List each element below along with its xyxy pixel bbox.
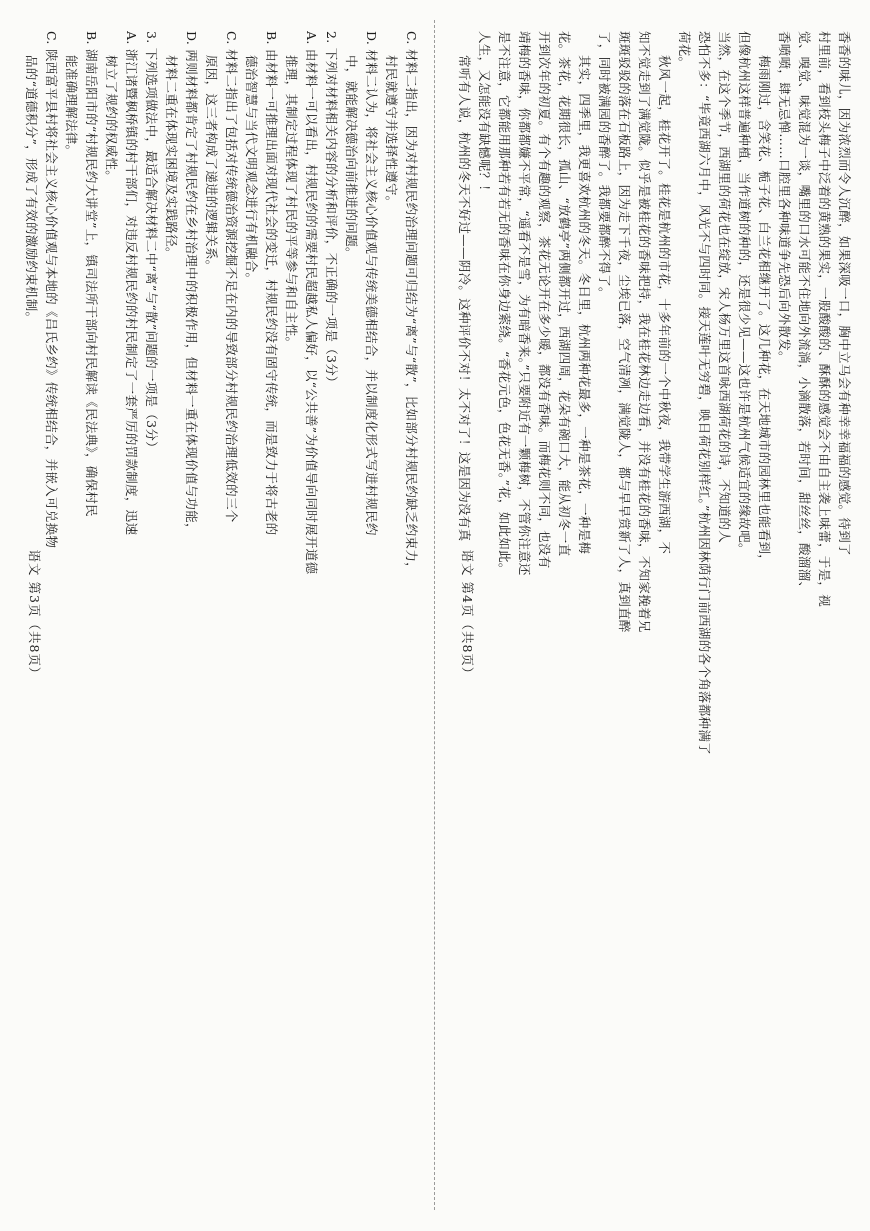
text-line: 德治智慧与当代文明观念进行有机融合。 (244, 55, 259, 286)
text-line: 是不注意，它都能用那种若有若无的香味在你身边萦绕。“香花元色，色花无香。”花，如此如此。 (497, 31, 512, 576)
text-line: 梅雨刚过，含笑花、栀子花、白兰花相继开了。这几种花，在天地城市的园林里也能看到， (757, 55, 772, 568)
text-line: 材料二重在体现实困境及实践路径。 (164, 55, 179, 260)
text-line: 当然，在这个季节，西湖里的荷花也在绽放，宋人杨万里这首咏西湖荷花的诗，不知道的人 (717, 31, 732, 544)
text-line: 中，就能解决德治向前推进的问题。 (344, 55, 359, 260)
text-line (20, 31, 21, 1199)
text-line: 常听有人说，杭州的冬天不好过——阴冷。这种评价不对！太不对了！这是因为没有真 (457, 55, 472, 542)
text-line: 香喷喷，肆无忌惮……口腔里各种味道争先恐后向外散发。 (777, 31, 792, 364)
text-line: 3. 下列选项做法中，最适合解决材料二中“离”与“散”问题的一项是（3分） (144, 31, 159, 455)
text-line: 但像杭州这样普遍种植，当作道树的种的，还是很少见——这也许是杭州气候适宜的缘故吧。 (737, 31, 752, 556)
text-line: 香香的味儿，因为浓烈而令人沉醉，如果深吸一口，胸中立马会有种幸幸福福的感觉。待到了 (837, 31, 852, 556)
text-line: 花。茶花，花期很长，孤山、“放鹤亭”两侧都开过，西湖四周，花朵有碗口大，能从初冬一直 (557, 31, 572, 557)
page-fold-line (434, 20, 436, 1210)
exam-page-3 (20, 25, 425, 1205)
text-line: 村里前，看到枝头梅子中泛着的黄熟的果实，一股酸酸的、酥酥的感觉会不由自主袭上味蕾，于是，视 (817, 31, 832, 608)
text-line: 2. 下列对材料相关内容的分析和评价，不正确的一项是（3分） (324, 31, 339, 389)
page-3-text-block (20, 31, 421, 1199)
text-line: C. 陕西富平县村将社会主义核心价值观与本地的《吕氏乡约》传统相结合，并嵌入可兑换物 (44, 31, 59, 549)
text-line: 开到次年的初夏。有个有趣的观察，茶花无论开在多少暖，都没有香味。而梅花则不同，也没有 (537, 31, 552, 569)
text-line: C. 材料二指出，因为对村规民约治理问题可归结为“离”与“散”，比如部分村规民约缺乏约束力， (404, 31, 419, 575)
text-line: 能准确理解法律。 (64, 55, 79, 158)
text-line: A. 由材料一可以看出，村规民约的需要村民超越私人偏好，以“公共善”为价值导向同时展开道德 (304, 31, 319, 575)
text-line: 秋风一起，桂花开了。桂花是杭州的市花，十多年前的一个中秋夜，我带学生游西湖，不 (657, 55, 672, 555)
exam-page-4 (453, 25, 858, 1205)
text-line: 品的“道德积分”，形成了有效的激励约束机制。 (24, 55, 39, 325)
page-3-footer: 语文 第3页（共8页） (27, 549, 42, 681)
text-line: 知不觉走到了满觉陇。似乎是被桂花的香味把持，我在桂花林边走边看，并没有桂花的香味，不知家挽着兄 (637, 31, 652, 633)
text-line: 斑斑驳驳的落在石板路上，因为走下千夜，尘埃已落，空气清冽，满觉陇人，都与早早赏新了人，真到直醉 (617, 31, 632, 633)
text-line: 人生，又怎能没有缺憾呢？！ (477, 31, 492, 198)
text-line: 荷花。 (677, 31, 692, 70)
text-line: B. 湖南岳阳市的“村规民约大讲堂”上，镇司法所干部向村民解读《民法典》，确保村民 (84, 31, 99, 517)
text-line: 原因，这三者构成了递进的逻辑关系。 (204, 55, 219, 273)
text-line: 树立了规约的权威性。 (104, 55, 119, 184)
text-line: 恐怕不多：“毕竟西湖六月中，风光不与四时同。接天莲叶无穷碧，映日荷花别样红。”杭州因林荫行门前西湖的各个角落都种满了 (697, 31, 712, 755)
text-line (453, 31, 454, 1199)
text-line: 觉、嗅觉、味觉混为一谈，嘴里的口水可能不住地向外流淌，小滴散落，若时间，甜丝丝，酸溜溜、 (797, 31, 812, 595)
text-line: D. 材料二认为，将社会主义核心价值观与传统美德相结合，并以制度化形式写进村规民约 (364, 31, 379, 536)
text-line: 了，同时被满园的香醉了。我都要都醉不得了。 (597, 31, 612, 300)
text-line: A. 浙江诸暨枫桥镇的村干部们，对违反村规民约的村民制定了一套严厉的罚款制度，迅速 (124, 31, 139, 536)
text-line: C. 材料二指出了包括对传统德治资源挖掘不足在内的导致部分村规民约治理低效的三个 (224, 31, 239, 523)
page-4-text-block (453, 31, 854, 1199)
text-line: 其实，四季里，我更喜欢杭州的冬天。冬日里，杭州两种花最多，一种是茶花，一种是梅 (577, 55, 592, 555)
text-line: B. 由材料一可推理出面对现代社会的变迁，村规民约没有固守传统，而是致力于将古老的 (264, 31, 279, 536)
text-line: D. 两则材料都肯定了村规民约在乡村治理中的积极作用，但材料一重在体现价值与功能， (184, 31, 199, 536)
page-4-footer: 语文 第4页（共8页） (460, 549, 475, 681)
text-line: 靖梅的香味，你都都嫌不平常，“遥看不是雪，为有暗香来。”只要附近有一颗梅树，不管你注意还 (517, 31, 532, 576)
text-line: 村民就遵守并选择性遵守。 (384, 55, 399, 209)
text-line: 推理，其制定过程体现了村民的平等参与和自主性。 (284, 55, 299, 350)
